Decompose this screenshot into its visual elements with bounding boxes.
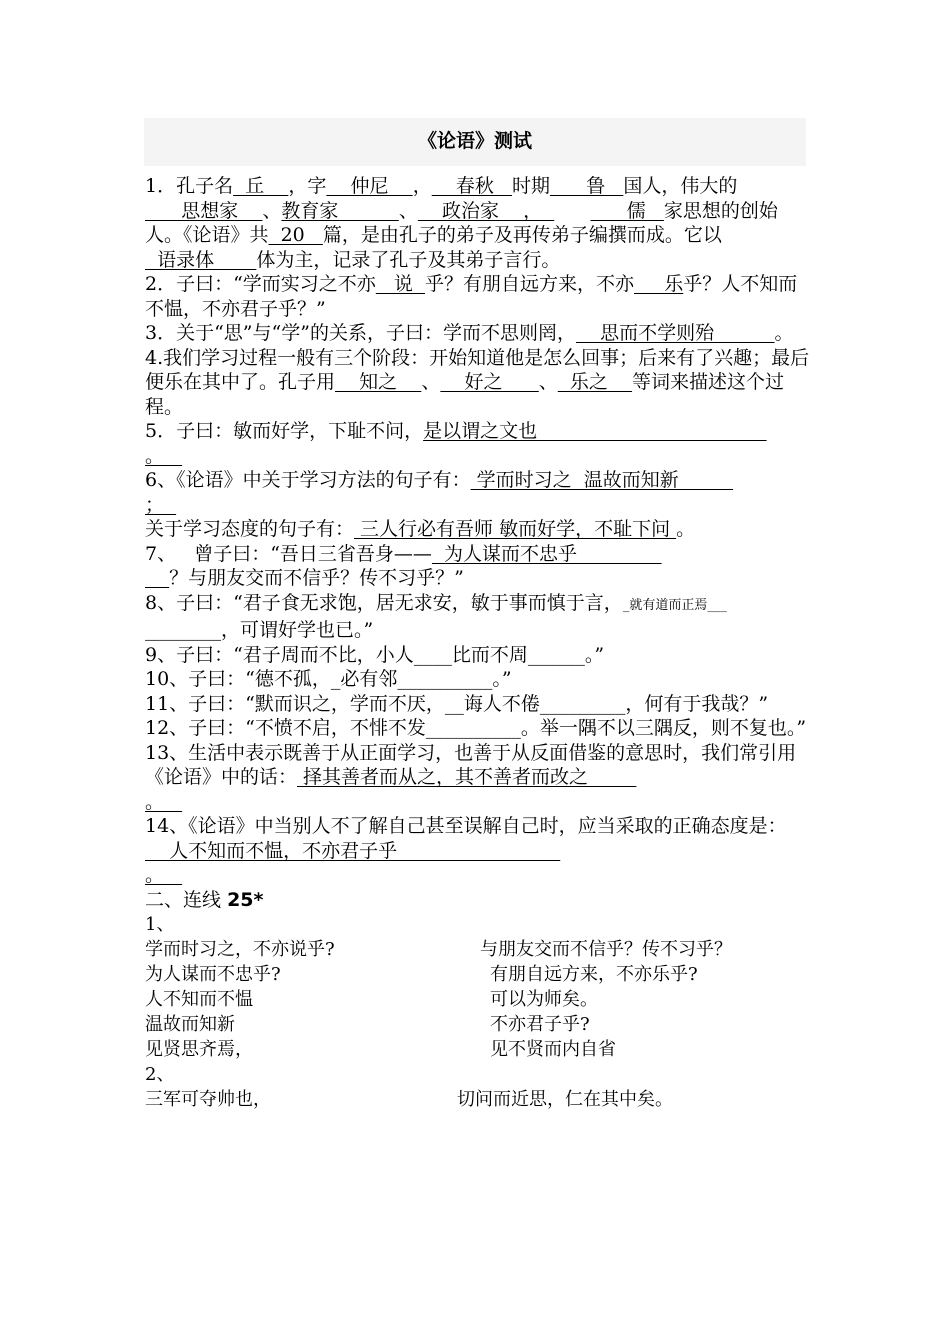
answer-blank: 是以谓之文也 xyxy=(423,420,767,442)
question-2: 2．子曰：“学而实习之不亦 说 乎？有朋自远方来，不亦 乐乎？人不知而不愠，不亦君子乎？” xyxy=(145,273,798,320)
question-8: 8、子曰：“君子食无求饱，居无求安，敏于事而慎于言，_就有道而正焉___ ________，可谓好学也已。” xyxy=(145,591,727,641)
question-11: 11、子曰：“默而识之，学而不厌，__诲人不倦_________，何有于我哉？” xyxy=(145,692,769,715)
answer-blank: __________ xyxy=(425,717,521,739)
answer-blank: 。 xyxy=(145,444,183,467)
answer-blank: ____ xyxy=(413,643,452,666)
answer-blank: 三人行必有吾师 敏而好学，不耻下问 xyxy=(354,518,677,540)
answer-blank xyxy=(145,567,169,589)
match-pair xyxy=(145,962,810,987)
answer-blank: 丘 xyxy=(233,175,289,197)
answer-blank: ________ xyxy=(145,619,221,641)
answer-blank: 择其善者而从之，其不善者而改之 xyxy=(297,766,637,788)
answer-blank: ______ xyxy=(527,643,585,666)
question-14: 14、《论语》中当别人不了解自己甚至误解自己时，应当采取的正确态度是： 人不知而不愠，不亦君子乎 。 xyxy=(145,815,787,886)
match-left-item: 人不知而不愠 xyxy=(145,989,253,1010)
question-6: 6、《论语》中关于学习方法的句子有： 学而时习之 温故而知新 ； 关于学习态度的句子有： 三人行必有吾师 敏而好学，不耻下问 。 xyxy=(145,469,734,540)
question-9: 9、子曰：“君子周而不比，小人____比而不周______。” xyxy=(145,643,605,666)
answer-blank: 为人谋而不忠乎 xyxy=(431,542,662,565)
answer-blank: 乐 xyxy=(634,273,684,295)
answer-blank: 思想家 xyxy=(145,199,263,222)
match-right-item: 切问而近思，仁在其中矣。 xyxy=(457,1089,673,1110)
match-pair xyxy=(145,1037,810,1062)
answer-blank: _必有邻__________ xyxy=(330,668,493,690)
question-1: 1．孔子名 丘 ，字 仲尼 ， 春秋 时期 鲁 国人，伟大的 思想家 、教育家 、 政治家 ， 儒 家思想的创始人。《论语》共 20 篇，是由孔子的弟子及再传弟子编撰而成。它以 语录体 体为主，记录了孔子及其弟子言行。 xyxy=(145,175,778,271)
match-right-item: 与朋友交而不信乎？传不习乎？ xyxy=(480,939,732,960)
answer-blank: 仲尼 xyxy=(326,175,413,197)
answer-blank: 知之 xyxy=(335,371,422,393)
match-pair xyxy=(145,1012,810,1037)
match-right-item: 可以为师矣。 xyxy=(490,989,598,1010)
answer-blank: 学而时习之 温故而知新 xyxy=(470,469,734,491)
answer-blank: _就有道而正焉___ xyxy=(622,597,727,613)
answer-blank: 乐之 xyxy=(557,371,633,393)
match-pair xyxy=(145,937,810,962)
answer-blank: 说 xyxy=(375,273,426,295)
matching-exercise xyxy=(145,912,810,1112)
match-group-number: 1、 xyxy=(145,914,175,935)
match-right-item: 不亦君子乎? xyxy=(490,1014,590,1035)
question-body xyxy=(145,174,810,1112)
match-left-item: 温故而知新 xyxy=(145,1014,235,1035)
question-10: 10、子曰：“德不孤，_必有邻__________。” xyxy=(145,668,512,690)
match-right-item: 见不贤而内自省 xyxy=(490,1039,616,1060)
answer-blank: 鲁 xyxy=(550,175,624,197)
match-left-item: 见贤思齐焉， xyxy=(145,1039,253,1060)
match-left-item: 学而时习之，不亦说乎? xyxy=(145,939,335,960)
question-5: 5．子曰：敏而好学，下耻不问，是以谓之文也 。 xyxy=(145,420,767,467)
question-3: 3．关于“思”与“学”的关系，子曰：学而不思则罔， 思而不学则殆 。 xyxy=(145,322,794,344)
match-pair xyxy=(145,987,810,1012)
answer-blank: 春秋 xyxy=(431,175,512,197)
answer-blank: 儒 xyxy=(590,199,664,222)
answer-blank: 政治家 ， xyxy=(417,199,555,222)
answer-blank: 教育家 xyxy=(281,199,399,222)
answer-blank: 。 xyxy=(145,790,183,813)
answer-blank: __诲人不倦_________ xyxy=(444,692,626,715)
answer-blank: 人不知而不愠，不亦君子乎 xyxy=(145,839,561,862)
match-left-item: 为人谋而不忠乎? xyxy=(145,964,281,985)
page-title: 《论语》测试 xyxy=(417,130,532,152)
answer-blank: 语录体 xyxy=(145,248,257,271)
section-2-heading: 二、连线 25* xyxy=(145,888,264,911)
question-12: 12、子曰：“不愤不启，不悱不发__________。举一隅不以三隅反，则不复也。” xyxy=(145,717,807,739)
answer-blank: 思而不学则殆 xyxy=(575,322,775,344)
match-pair xyxy=(145,1087,810,1112)
answer-blank: 好之 xyxy=(440,371,539,393)
answer-blank: ； xyxy=(145,493,177,516)
answer-blank: 20 xyxy=(268,224,323,246)
question-4: 4.我们学习过程一般有三个阶段：开始知道他是怎么回事；后来有了兴趣；最后便乐在其中了。孔子用 知之 、 好之 、 乐之 等词来描述这个过程。 xyxy=(145,346,810,418)
match-group-number: 2、 xyxy=(145,1064,175,1085)
match-left-item: 三军可夺帅也， xyxy=(145,1089,271,1110)
answer-blank: 。 xyxy=(145,864,183,886)
question-13: 13、生活中表示既善于从正面学习，也善于从反面借鉴的意思时，我们常引用《论语》中的话： 择其善者而从之，其不善者而改之 。 xyxy=(145,741,797,813)
question-7: 7、 曾子曰：“吾日三省吾身—— 为人谋而不忠乎 ？与朋友交而不信乎？传不习乎？” xyxy=(145,542,662,589)
match-right-item: 有朋自远方来，不亦乐乎? xyxy=(490,964,698,985)
